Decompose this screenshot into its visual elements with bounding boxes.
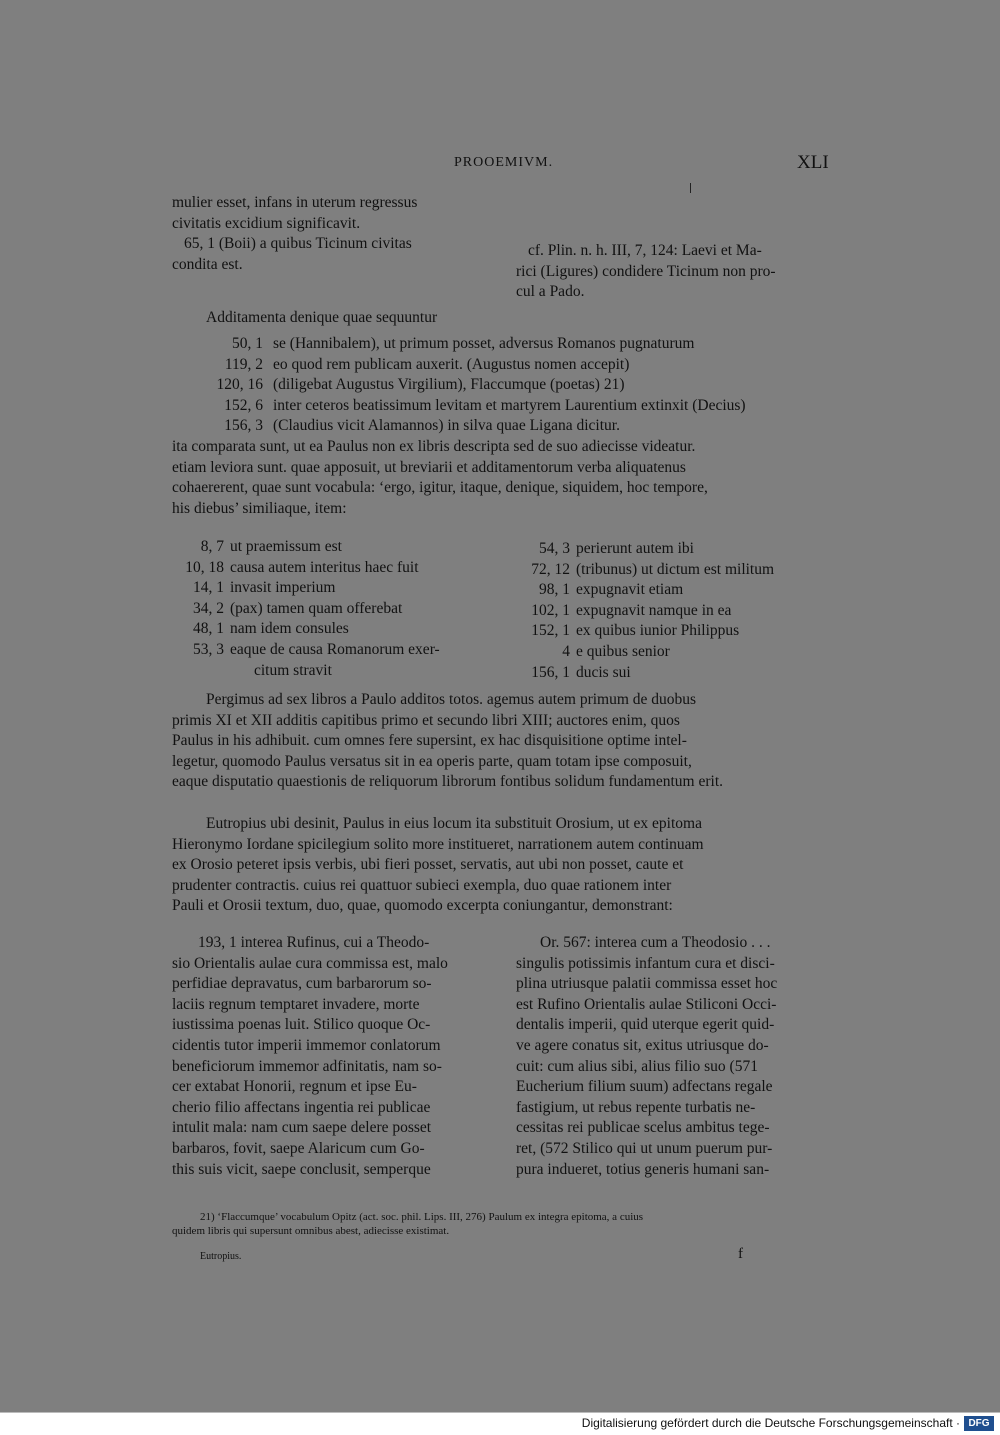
list-item: 34, 2 (pax) tamen quam offerebat — [193, 599, 403, 617]
examples-right — [500, 539, 774, 683]
intro-line: civitatis excidium significavit. — [172, 214, 361, 232]
text-line: singulis potissimis infantum cura et disci- — [516, 954, 775, 972]
text-line: cessitas rei publicae scelus ambitus tege- — [516, 1119, 770, 1137]
list-item: 156, 3 (Claudius vicit Alamannos) in silva quae Ligana dicitur. — [224, 417, 620, 435]
text-line: ita comparata sunt, ut ea Paulus non ex libris descripta sed de suo adiecisse videatur. — [172, 438, 696, 455]
list-item: 156, 1 ducis sui — [531, 663, 631, 681]
compare-paulus — [172, 933, 448, 1180]
list-item: citum stravit — [254, 661, 332, 679]
intro-line: condita est. — [172, 255, 243, 273]
text-line: ret, (572 Stilico qui ut unum puerum pur- — [516, 1139, 773, 1157]
list-item: 50, 1 se (Hannibalem), ut primum posset, adversus Romanos pugnaturum — [232, 335, 695, 352]
text-line: Paulus in his adhibuit. cum omnes fere supersint, ex hac disquisitione optime intel- — [172, 732, 687, 750]
intro-citation — [516, 241, 776, 303]
citation-line: rici (Ligures) condidere Ticinum non pro- — [516, 262, 776, 280]
text-line: beneficiorum immemor adfinitatis, nam so- — [172, 1057, 442, 1075]
dfg-logo[interactable]: DFG — [964, 1416, 994, 1431]
text-line: plina utriusque palatii commissa esset hoc — [516, 975, 778, 993]
text-line: this suis vicit, saepe conclusit, semperque — [172, 1160, 431, 1178]
text-line: primis XI et XII additis capitibus primo et secundo libri XIII; auctores enim, quos — [172, 711, 680, 729]
citation-line: cf. Plin. n. h. III, 7, 124: Laevi et Ma- — [528, 242, 762, 259]
text-line: perfidiae depravatus, cum barbarorum so- — [172, 975, 432, 993]
list-item: 54, 3 perierunt autem ibi — [539, 540, 694, 557]
text-line: cer extabat Honorii, regnum et ipse Eu- — [172, 1078, 417, 1096]
text-line: cohaererent, quae sunt vocabula: ‘ergo, igitur, itaque, denique, siquidem, hoc tempore, — [172, 479, 708, 497]
intro-line: 65, 1 (Boii) a quibus Ticinum civitas — [184, 235, 412, 253]
running-head: PROOEMIVM. — [454, 155, 554, 170]
text-line: cidentis tutor imperii immemor conlatorum — [172, 1036, 441, 1054]
list-item: 102, 1 expugnavit namque in ea — [531, 601, 732, 619]
text-line: est Rufino Orientalis aulae Stiliconi Occi- — [516, 995, 777, 1013]
paragraph — [172, 814, 830, 917]
text-line: pura indueret, totius generis humani san- — [516, 1160, 770, 1178]
paragraph — [172, 690, 830, 793]
additamenta-list — [198, 334, 746, 437]
text-line: laciis regnum temptaret invadere, morte — [172, 995, 420, 1013]
signature-mark: Eutropius. — [200, 1251, 242, 1262]
text-line: barbaros, fovit, saepe Alaricum cum Go- — [172, 1139, 425, 1157]
footnote-line: 21) ‘Flaccumque’ vocabulum Opitz (act. soc. phil. Lips. III, 276) Paulum ex integra epitoma, a cuius — [200, 1211, 644, 1223]
text-line: Eucherium filium suum) adfectans regale — [516, 1078, 773, 1096]
footnote — [172, 1210, 643, 1238]
text-line: sio Orientalis aulae cura commissa est, malo — [172, 954, 448, 972]
list-item: 48, 1 nam idem consules — [193, 620, 349, 638]
text-line: cherio filio affectans ingentia rei publicae — [172, 1098, 431, 1116]
examples-left — [160, 537, 440, 681]
text-line: Eutropius ubi desinit, Paulus in eius locum ita substituit Orosium, ut ex epitoma — [206, 815, 702, 832]
digitization-banner — [0, 1412, 1000, 1435]
intro-line: mulier esset, infans in uterum regressus — [172, 194, 418, 211]
list-item: 120, 16 (diligebat Augustus Virgilium), Flaccumque (poetas) 21) — [216, 376, 625, 394]
signature-letter: f — [738, 1246, 743, 1262]
paragraph — [172, 437, 830, 519]
text-line: prudenter contractis. cuius rei quattuor subieci exempla, duo quae rationem inter — [172, 876, 672, 894]
margin-mark — [690, 183, 691, 193]
list-item: 8, 7 ut praemissum est — [200, 538, 342, 555]
page-number: XLI — [797, 152, 829, 173]
intro-text — [172, 193, 417, 275]
text-line: Hieronymo Iordane spicilegium solito more institueret, narrationem autem continuam — [172, 835, 704, 853]
compare-orosius — [516, 933, 777, 1180]
list-item: 119, 2 eo quod rem publicam auxerit. (Augustus nomen accepit) — [224, 355, 630, 373]
list-item: 152, 1 ex quibus iunior Philippus — [531, 622, 740, 640]
list-item: 4 e quibus senior — [562, 642, 670, 660]
list-item: 152, 6 inter ceteros beatissimum levitam et martyrem Laurentium extinxit (Decius) — [224, 396, 746, 414]
text-line: ex Orosio peteret ipsis verbis, ubi fieri posset, servatis, aut ubi non posset, caute et — [172, 856, 684, 874]
text-line: legetur, quomodo Paulus versatus sit in ea operis parte, quam totam ipse composuit, — [172, 752, 692, 770]
text-line: his diebus’ similiaque, item: — [172, 499, 347, 517]
text-line: ve agere conatus sit, exitus utriusque do- — [516, 1036, 769, 1054]
list-item: 10, 18 causa autem interitus haec fuit — [185, 558, 419, 576]
text-line: cuit: cum alius sibi, alius filio suo (571 — [516, 1057, 758, 1075]
list-item: 14, 1 invasit imperium — [193, 579, 336, 597]
list-item: 72, 12 (tribunus) ut dictum est militum — [531, 560, 775, 578]
funding-credit: Digitalisierung gefördert durch die Deutsche Forschungsgemeinschaft · — [581, 1416, 960, 1430]
text-line: iustissima poenas luit. Stilico quoque Oc- — [172, 1016, 431, 1034]
text-line: Or. 567: interea cum a Theodosio . . . — [540, 934, 771, 951]
text-line: Pauli et Orosii textum, duo, quae, quomodo excerpta coniungantur, demonstrant: — [172, 897, 673, 915]
text-line: eaque disputatio quaestionis de reliquorum librorum fontibus solidum fundamentum erit. — [172, 773, 724, 791]
text-line: Pergimus ad sex libros a Paulo additos totos. agemus autem primum de duobus — [206, 691, 697, 708]
list-item: 98, 1 expugnavit etiam — [539, 581, 684, 599]
text-line: dentalis imperii, quid uterque egerit quid- — [516, 1016, 775, 1034]
text-line: intulit mala: nam cum saepe delere posset — [172, 1119, 432, 1137]
citation-line: cul a Pado. — [516, 283, 585, 301]
footnote-line: quidem libris qui supersunt omnibus abest, adiecisse existimat. — [172, 1225, 450, 1237]
additamenta-heading: Additamenta denique quae sequuntur — [206, 309, 438, 326]
text-line: etiam leviora sunt. quae apposuit, ut breviarii et additamentorum verba aliquatenus — [172, 458, 686, 476]
text-line: 193, 1 interea Rufinus, cui a Theodo- — [198, 934, 430, 951]
list-item: 53, 3 eaque de causa Romanorum exer- — [193, 640, 440, 658]
text-line: fastigium, ut rebus repente turbatis ne- — [516, 1098, 756, 1116]
